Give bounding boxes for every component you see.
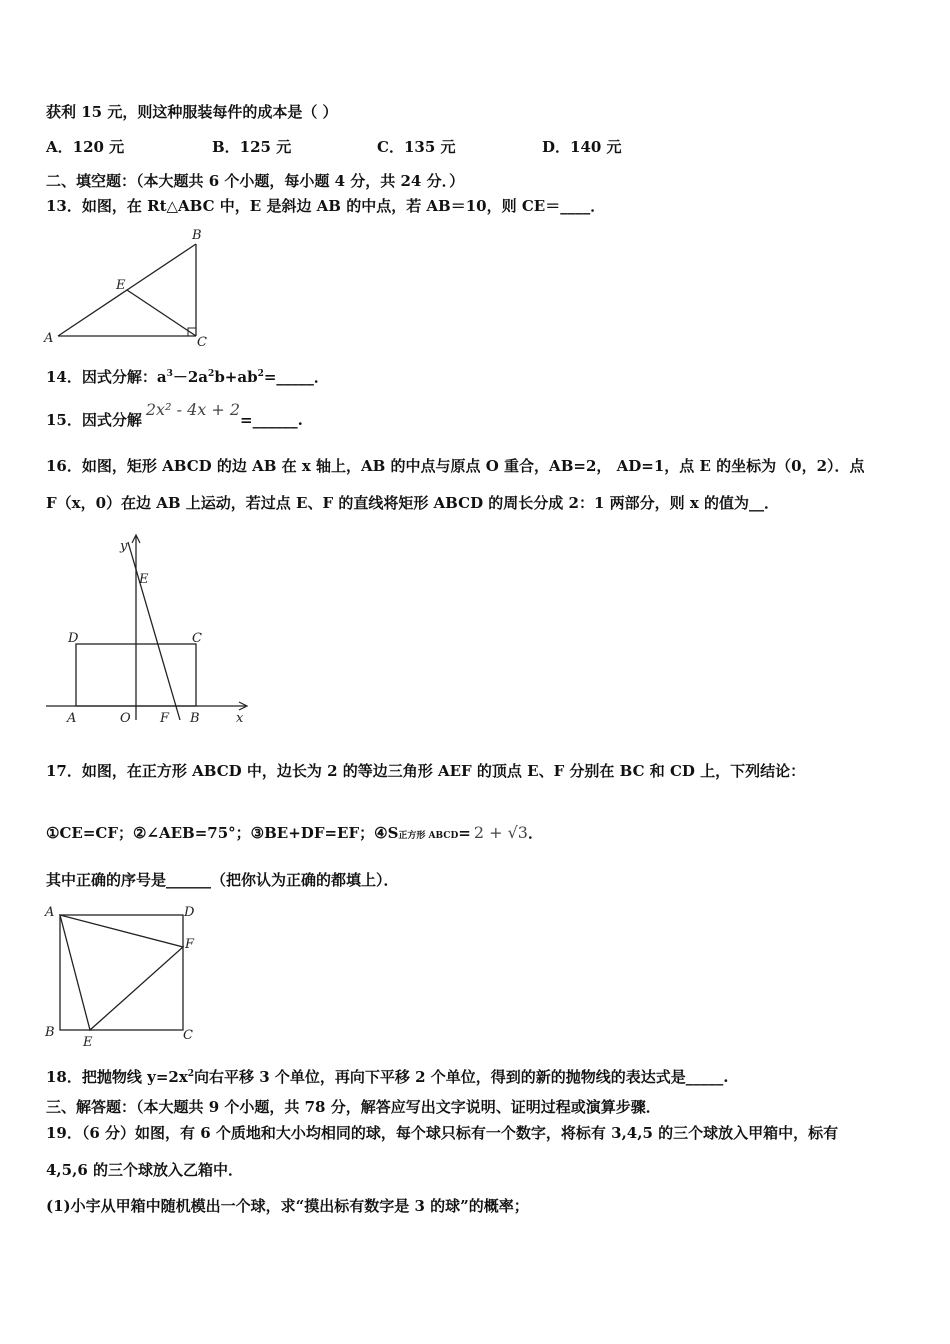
- q17-line-1: 17．如图，在正方形 ABCD 中，边长为 2 的等边三角形 AEF 的顶点 E、F 分别在 BC 和 CD 上，下列结论：: [46, 762, 806, 780]
- q17-line-2: [46, 823, 543, 846]
- q12-option-d: D．140 元: [542, 138, 622, 156]
- q16-label-a: A: [67, 711, 77, 726]
- q17-label-e: E: [83, 1035, 93, 1050]
- q15-expression: 2x² - 4x + 2: [145, 400, 241, 419]
- q16-label-x: x: [236, 711, 244, 726]
- q18-power: 2: [187, 1069, 195, 1079]
- q14-prefix: 14．因式分解：a: [46, 368, 167, 386]
- q17-square-abcd: [60, 915, 183, 1030]
- q13-label-e: E: [116, 278, 126, 293]
- q16-label-f: F: [160, 711, 170, 726]
- q15-prefix: 15．因式分解: [46, 411, 142, 429]
- q16-label-o: O: [120, 711, 131, 726]
- q17-line-3: 其中正确的序号是______（把你认为正确的都填上）．: [46, 871, 399, 889]
- q17-area-subscript: 正方形 ABCD: [398, 831, 459, 841]
- q17-end: ．: [527, 824, 543, 842]
- q14-power-1: 3: [166, 369, 173, 379]
- q12-option-c: C．135 元: [377, 138, 456, 156]
- q16-line-1: 16．如图，矩形 ABCD 的边 AB 在 x 轴上，AB 的中点与原点 O 重合，AB=2， AD=1，点 E 的坐标为（0，2）．点: [46, 457, 865, 475]
- section2-heading: 二、填空题：（本大题共 6 个小题，每小题 4 分，共 24 分．）: [46, 172, 465, 190]
- q17-label-f: F: [185, 937, 195, 952]
- q18-suffix: 向右平移 3 个单位，再向下平移 2 个单位，得到的新的抛物线的表达式是_____.: [194, 1068, 729, 1086]
- q16-coordinate-figure: [40, 530, 260, 730]
- q17-conclusions: ①CE=CF；②∠AEB=75°；③BE+DF=EF；④S: [46, 824, 399, 842]
- q14-power-2: 2: [208, 369, 215, 379]
- q15-text: [46, 400, 303, 430]
- q17-label-d: D: [184, 905, 195, 920]
- q14-text: [46, 364, 329, 387]
- q16-label-b: B: [190, 711, 200, 726]
- q13-triangle-figure: [40, 225, 220, 350]
- q18-prefix: 18．把抛物线 y=2x: [46, 1068, 188, 1086]
- q13-segment-ce: [127, 290, 196, 336]
- q13-label-b: B: [192, 228, 202, 243]
- q17-area-expression: 2 + √3: [473, 823, 528, 842]
- q15-suffix: =______.: [240, 411, 303, 429]
- q13-text: 13．如图，在 Rt△ABC 中，E 是斜边 AB 的中点，若 AB＝10，则 CE＝____．: [46, 197, 606, 215]
- q14-mid-1: －2a: [172, 368, 209, 386]
- q12-option-a: A．120 元: [46, 138, 125, 156]
- q16-label-y: y: [120, 539, 128, 554]
- q12-tail-text: 获利 15 元，则这种服装每件的成本是（ ）: [46, 103, 338, 121]
- q19-line-3: (1)小宇从甲箱中随机模出一个球，求“摸出标有数字是 3 的球”的概率；: [46, 1197, 529, 1215]
- q16-label-d: D: [68, 631, 79, 646]
- q19-line-2: 4,5,6 的三个球放入乙箱中．: [46, 1161, 243, 1179]
- q18-text: [46, 1064, 729, 1087]
- q14-power-3: 2: [257, 369, 264, 379]
- q17-equals: =: [458, 824, 471, 842]
- q12-option-b: B．125 元: [212, 138, 292, 156]
- q13-label-c: C: [197, 335, 207, 350]
- q17-label-c: C: [183, 1028, 193, 1043]
- section3-heading: 三、解答题：（本大题共 9 个小题，共 78 分，解答应写出文字说明、证明过程或演算步骤．: [46, 1098, 661, 1116]
- q14-mid-2: b+ab: [214, 368, 258, 386]
- q17-square-figure: [40, 900, 210, 1050]
- q19-line-1: 19．（6 分）如图，有 6 个质地和大小均相同的球，每个球只标有一个数字，将标有 3,4,5 的三个球放入甲箱中，标有: [46, 1124, 839, 1142]
- q14-suffix: =_____．: [263, 368, 329, 386]
- q16-line-2: F（x，0）在边 AB 上运动，若过点 E、F 的直线将矩形 ABCD 的周长分成 2：1 两部分，则 x 的值为__．: [46, 494, 780, 512]
- q17-label-b: B: [45, 1025, 55, 1040]
- q16-label-e: E: [139, 572, 149, 587]
- q17-triangle-aef: [60, 915, 183, 1030]
- q16-label-c: C: [192, 631, 202, 646]
- q17-label-a: A: [45, 905, 55, 920]
- q13-label-a: A: [44, 331, 54, 346]
